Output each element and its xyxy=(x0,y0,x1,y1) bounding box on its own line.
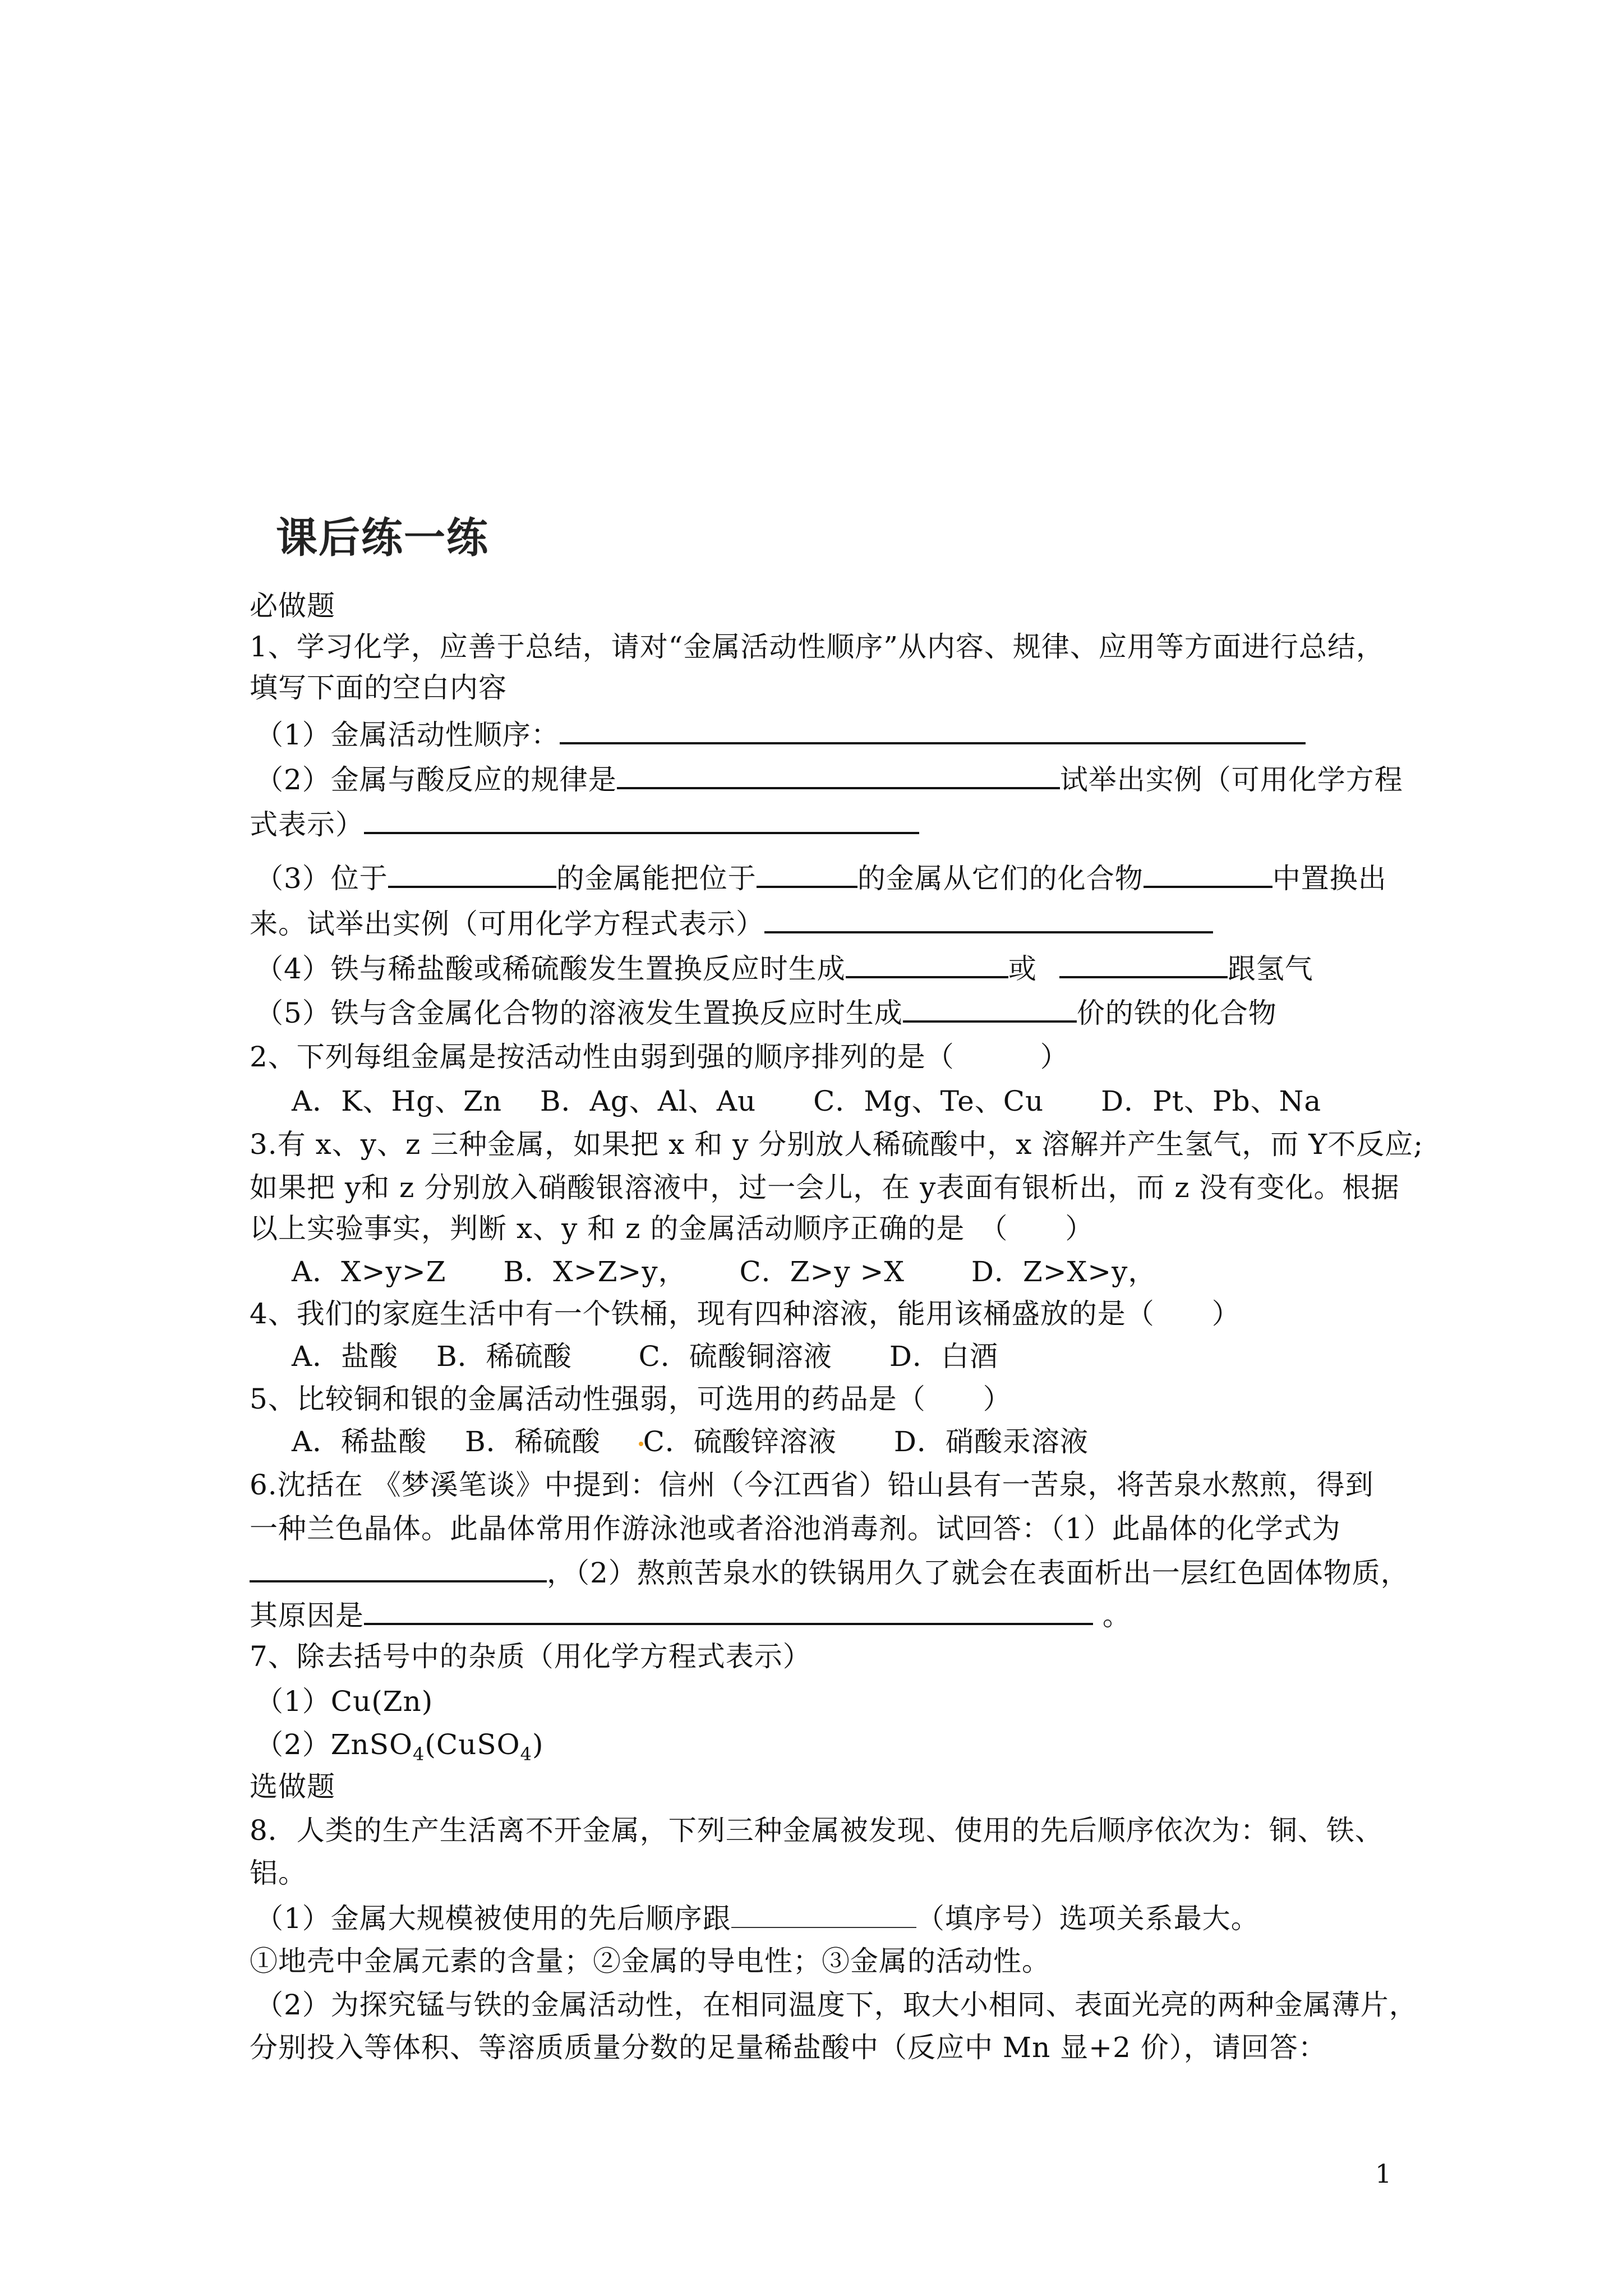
answer-blank[interactable] xyxy=(1059,950,1228,978)
q8-part1-text-a: （1）金属大规模被使用的先后顺序跟 xyxy=(255,1902,731,1935)
q1-part2-text-c: 式表示） xyxy=(250,808,364,841)
orange-dot-mark xyxy=(639,1442,643,1446)
q1-part2-text-a: （2）金属与酸反应的规律是 xyxy=(255,763,617,796)
q8-part2-line1: （2）为探究锰与铁的金属活动性，在相同温度下，取大小相同、表面光亮的两种金属薄片， xyxy=(255,1989,1418,2021)
section-required-heading: 必做题 xyxy=(250,590,335,622)
q1-part3-cont xyxy=(250,905,1213,941)
section-optional-heading: 选做题 xyxy=(250,1770,335,1803)
q7-part2 xyxy=(255,1728,543,1771)
page-number: 1 xyxy=(1375,2159,1392,2189)
q6-line3-text: ，（2）熬煎苦泉水的铁锅用久了就会在表面析出一层红色固体物质， xyxy=(547,1557,1409,1589)
q1-part2-text-b: 试举出实例（可用化学方程 xyxy=(1059,763,1403,796)
q3-line2: 如果把 y和 z 分别放入硝酸银溶液中，过一会儿，在 y表面有银析出，而 z 没有变化。根据 xyxy=(250,1171,1400,1204)
q6-line2: 一种兰色晶体。此晶体常用作游泳池或者浴池消毒剂。试回答：（1）此晶体的化学式为 xyxy=(250,1512,1341,1545)
q1-part1 xyxy=(255,716,1306,752)
q1-part3-text-c: 的金属从它们的化合物 xyxy=(857,862,1144,895)
q3-options: A．X>y>Z B．X>Z>y， C．Z>y >X D．Z>X>y， xyxy=(292,1255,1157,1288)
q4-options: A．盐酸 B．稀硫酸 C．硫酸铜溶液 D．白酒 xyxy=(292,1340,998,1373)
q7-part2-sub1: 4 xyxy=(413,1743,425,1765)
q1-part4 xyxy=(255,950,1313,986)
q1-part3-text-e: 来。试举出实例（可用化学方程式表示） xyxy=(250,908,764,940)
q5-options xyxy=(292,1425,1089,1458)
answer-blank[interactable] xyxy=(731,1901,916,1928)
q7-part2-a: （2）ZnSO xyxy=(255,1728,413,1761)
q6-line4 xyxy=(250,1597,1131,1632)
q8-part1 xyxy=(255,1901,1260,1935)
q6-line1: 6.沈括在 《梦溪笔谈》中提到：信州（今江西省）铅山县有一苦泉，将苦泉水熬煎，得到 xyxy=(250,1469,1374,1501)
q1-part5-text-b: 价的铁的化合物 xyxy=(1076,997,1277,1029)
q1-part3 xyxy=(255,860,1387,895)
page-title: 课后练一练 xyxy=(276,514,489,562)
q7-part2-b: (CuSO xyxy=(425,1728,520,1761)
q2-stem: 2、下列每组金属是按活动性由弱到强的顺序排列的是（ ） xyxy=(250,1041,1069,1073)
q7-part2-sub2: 4 xyxy=(520,1743,532,1765)
answer-blank[interactable] xyxy=(364,806,919,834)
q1-part5-text-a: （5）铁与含金属化合物的溶液发生置换反应时生成 xyxy=(255,997,903,1029)
q7-part2-c: ) xyxy=(532,1728,544,1761)
answer-blank[interactable] xyxy=(903,995,1077,1023)
q1-part4-text-a: （4）铁与稀盐酸或稀硫酸发生置换反应时生成 xyxy=(255,953,846,985)
q1-part1-text: （1）金属活动性顺序： xyxy=(255,719,560,751)
q1-part3-text-d: 中置换出 xyxy=(1272,862,1387,895)
q8-line2: 铝。 xyxy=(250,1857,307,1889)
q5-options-b: C．硫酸锌溶液 D．硝酸汞溶液 xyxy=(643,1425,1089,1458)
q6-line3 xyxy=(250,1554,1409,1590)
answer-blank[interactable] xyxy=(560,716,1306,744)
answer-blank[interactable] xyxy=(846,950,1008,978)
answer-blank[interactable] xyxy=(364,1597,1093,1625)
q8-line1: 8．人类的生产生活离不开金属，下列三种金属被发现、使用的先后顺序依次为：铜、铁、 xyxy=(250,1814,1384,1847)
q6-line4-text-b: 。 xyxy=(1093,1599,1131,1632)
q1-part4-text-c: 跟氢气 xyxy=(1227,953,1313,985)
q8-choices: ①地壳中金属元素的含量；②金属的导电性；③金属的活动性。 xyxy=(250,1945,1050,1977)
q1-part2-cont xyxy=(250,806,919,841)
q8-part2-line2: 分别投入等体积、等溶质质量分数的足量稀盐酸中（反应中 Mn 显+2 价），请回答： xyxy=(250,2031,1327,2064)
answer-blank[interactable] xyxy=(250,1554,547,1582)
q1-part3-text-a: （3）位于 xyxy=(255,862,388,895)
answer-blank[interactable] xyxy=(617,761,1060,789)
q6-line4-text-a: 其原因是 xyxy=(250,1599,364,1632)
q1-part2 xyxy=(255,761,1403,797)
q5-options-a: A．稀盐酸 B．稀硫酸 xyxy=(292,1425,639,1458)
q1-part3-text-b: 的金属能把位于 xyxy=(556,862,757,895)
q1-line2: 填写下面的空白内容 xyxy=(250,671,507,704)
q5-stem: 5、比较铜和银的金属活动性强弱，可选用的药品是（ ） xyxy=(250,1383,1012,1415)
q1-part5 xyxy=(255,995,1277,1030)
q3-line1: 3.有 x、y、z 三种金属，如果把 x 和 y 分别放人稀硫酸中，x 溶解并产生氢气，而 Y不反应; xyxy=(250,1128,1424,1161)
q3-line3: 以上实验事实，判断 x、y 和 z 的金属活动顺序正确的是 （ ） xyxy=(250,1212,1094,1245)
q2-options: A．K、Hg、Zn B．Ag、Al、Au C．Mg、Te、Cu D．Pt、Pb、Na xyxy=(292,1085,1322,1117)
q1-part4-text-b: 或 xyxy=(1008,953,1037,985)
answer-blank[interactable] xyxy=(764,905,1213,933)
answer-blank[interactable] xyxy=(757,860,857,888)
answer-blank[interactable] xyxy=(1144,860,1272,888)
q7-stem: 7、除去括号中的杂质（用化学方程式表示） xyxy=(250,1640,811,1673)
q8-part1-text-b: （填序号）选项关系最大。 xyxy=(916,1902,1260,1935)
q7-part1: （1）Cu(Zn) xyxy=(255,1685,434,1718)
q4-stem: 4、我们的家庭生活中有一个铁桶，现有四种溶液，能用该桶盛放的是（ ） xyxy=(250,1297,1241,1330)
q1-line1: 1、学习化学，应善于总结，请对“金属活动性顺序”从内容、规律、应用等方面进行总结， xyxy=(250,631,1385,663)
answer-blank[interactable] xyxy=(388,860,556,888)
